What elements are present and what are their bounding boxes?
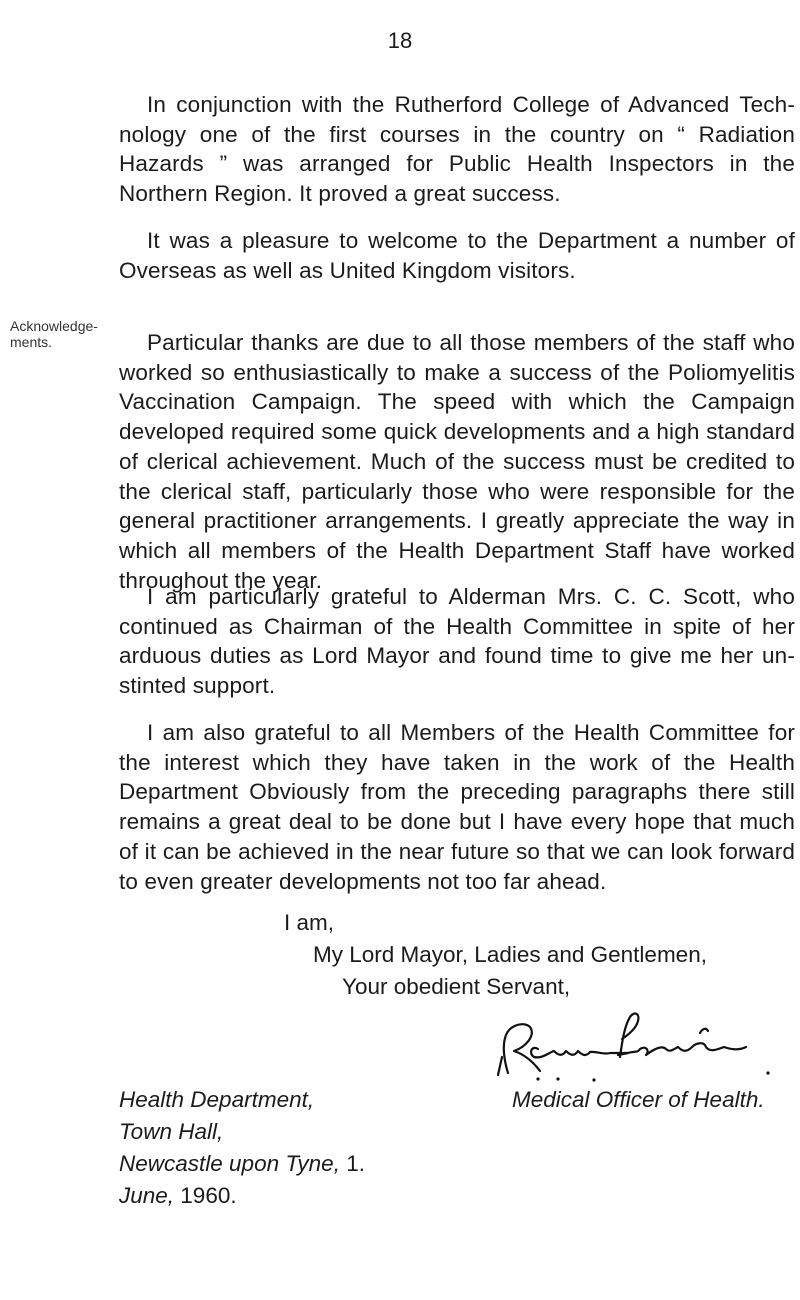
paragraph-text: I am particularly grateful to Alderman Mrs. C. C. Scott, who continued as Chairman of the Health Committee in spite of her arduous duties as Lord Mayor and found time to give me her un-stinted support. [119,584,795,699]
paragraph-text: Particular thanks are due to all those members of the staff who worked so enthusiastically to make a success of the Poliomyelitis Vaccination Campaign. The speed with which the Campaign developed required some quick developments and a high standard of clerical achievement. Much of the success must be credited to the clerical staff, particularly those who were responsible for the general practitioner arrangements. I greatly appreciate the way in which all members of the Health Department Staff have worked throughout the year. [119,330,795,593]
signatory-title: Medical Officer of Health. [512,1087,765,1112]
handwritten-signature [478,1005,778,1085]
margin-note-text: Acknowledge-ments. [10,318,98,350]
address-line-town-hall: Town Hall, [119,1119,224,1144]
paragraph-text: I am also grateful to all Members of the Health Committee for the interest which they have taken in the work of the Health Department Obviously from the preceding paragraphs there still remains a great deal to be done but I have every hope that much of it can be achieved in the near future so that we can look forward to even greater developments not too far ahead. [119,720,795,894]
paragraph-visitors [119,226,795,285]
paragraph-committee-thanks [119,718,795,896]
closing-line-3: Your obedient Servant, [342,974,571,999]
margin-note-acknowledgements [10,318,98,350]
paragraph-text: In conjunction with the Rutherford College of Advanced Tech-nology one of the first courses in the country on “ Radiation Hazards ” was arranged for Public Health Inspectors in the Northern Region. It proved a great success. [119,92,795,207]
paragraph-text: It was a pleasure to welcome to the Department a number of Overseas as well as United Kingdom visitors. [119,228,795,283]
address-city-name: Newcastle upon Tyne, [119,1151,340,1176]
closing-line-1: I am, [284,910,335,935]
closing-line-2: My Lord Mayor, Ladies and Gentlemen, [313,942,707,967]
page-number: 18 [387,28,413,53]
paragraph-alderman-thanks [119,582,795,701]
address-line-department: Health Department, [119,1087,315,1112]
paragraph-radiation-course [119,90,795,209]
paragraph-staff-thanks [119,328,795,595]
address-line-city [119,1149,365,1179]
address-city-district: 1. [339,1151,365,1176]
address-line-date [119,1181,237,1211]
date-month: June, [119,1183,175,1208]
date-year: 1960. [174,1183,237,1208]
